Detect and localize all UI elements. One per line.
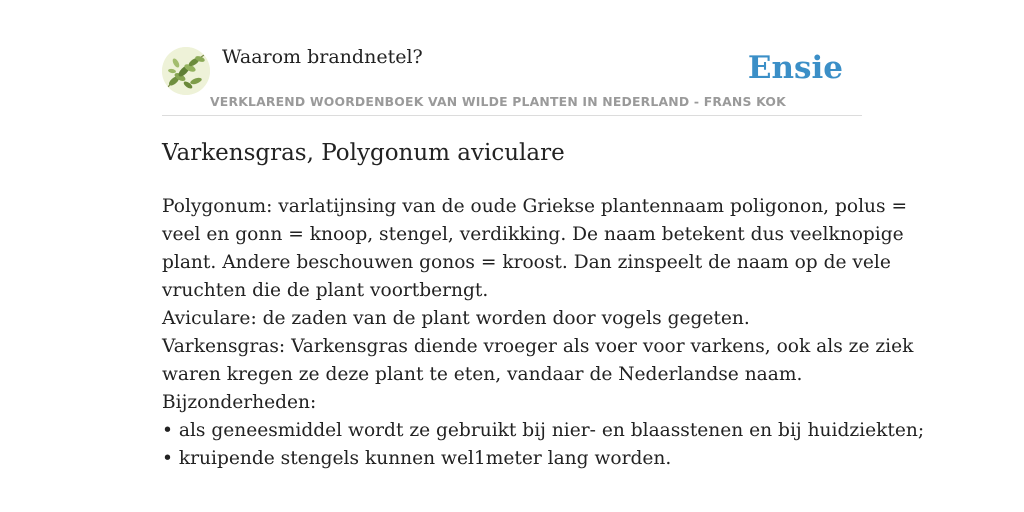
- plant-illustration-icon: [162, 47, 210, 95]
- brand-logo[interactable]: Ensie: [747, 50, 843, 86]
- entry-line: plant. Andere beschouwen gonos = kroost. Dan zinspeelt de naam op de vele: [162, 252, 891, 273]
- entry-line: • kruipende stengels kunnen wel1meter lang worden.: [162, 448, 672, 469]
- entry-line: Polygonum: varlatijnsing van de oude Griekse plantennaam poligonon, polus =: [162, 196, 908, 217]
- divider: [162, 115, 862, 116]
- question-link[interactable]: Waarom brandnetel?: [222, 46, 423, 68]
- entry-line: Aviculare: de zaden van de plant worden door vogels gegeten.: [162, 308, 750, 329]
- dictionary-source[interactable]: VERKLAREND WOORDENBOEK VAN WILDE PLANTEN IN NEDERLAND - FRANS KOK: [210, 94, 786, 109]
- entry-body: [162, 193, 925, 473]
- entry-line: veel en gonn = knoop, stengel, verdikking. De naam betekent dus veelknopige: [162, 224, 904, 245]
- entry-line: Bijzonderheden:: [162, 392, 317, 413]
- entry-line: Varkensgras: Varkensgras diende vroeger als voer voor varkens, ook als ze ziek: [162, 336, 914, 357]
- entry-title: Varkensgras, Polygonum aviculare: [162, 140, 565, 166]
- entry-line: vruchten die de plant voortberngt.: [162, 280, 489, 301]
- entry-line: • als geneesmiddel wordt ze gebruikt bij nier- en blaasstenen en bij huidziekten;: [162, 420, 925, 441]
- entry-line: waren kregen ze deze plant te eten, vandaar de Nederlandse naam.: [162, 364, 803, 385]
